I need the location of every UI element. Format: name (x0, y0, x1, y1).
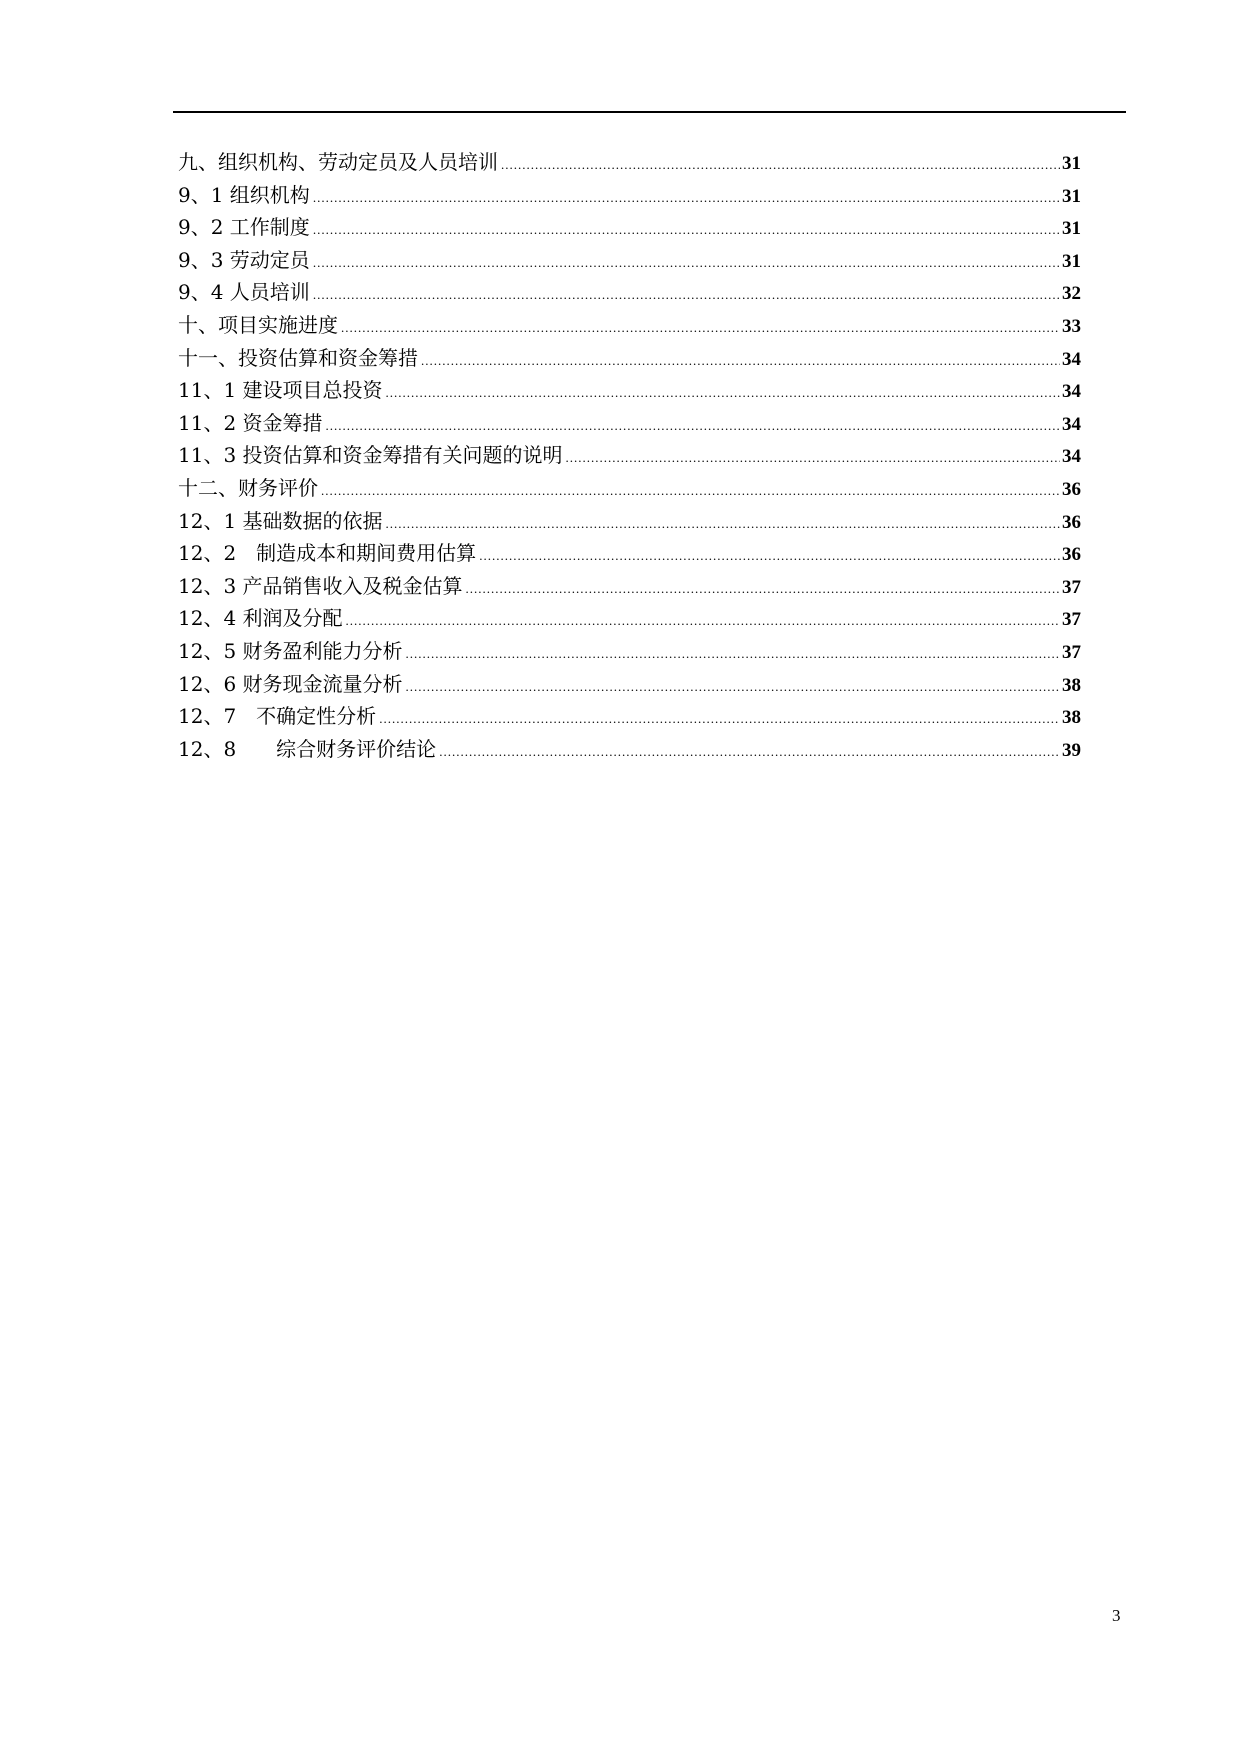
toc-entry[interactable] (178, 244, 1081, 277)
toc-entry-label: 12、3 产品销售收入及税金估算 (178, 573, 463, 598)
toc-entry-page: 32 (1062, 283, 1081, 305)
toc-entry-label: 12、1 基础数据的依据 (178, 508, 383, 533)
toc-entry-page: 36 (1062, 544, 1081, 566)
toc-entry[interactable] (178, 570, 1081, 603)
toc-entry[interactable] (178, 211, 1081, 244)
toc-leader-dots (313, 214, 1060, 247)
toc-leader-dots (479, 540, 1060, 573)
toc-entry-page: 39 (1062, 739, 1081, 761)
toc-entry[interactable] (178, 407, 1081, 440)
toc-entry[interactable] (178, 146, 1081, 179)
toc-entry-page: 37 (1062, 609, 1081, 631)
toc-entry[interactable] (178, 700, 1081, 733)
toc-entry-page: 31 (1062, 250, 1081, 272)
toc-entry-page: 36 (1062, 511, 1081, 533)
toc-leader-dots (313, 279, 1060, 312)
toc-entry-label: 11、1 建设项目总投资 (178, 378, 383, 403)
toc-leader-dots (406, 671, 1060, 704)
toc-entry[interactable] (178, 276, 1081, 309)
toc-leader-dots (379, 703, 1060, 736)
toc-entry[interactable] (178, 668, 1081, 701)
toc-leader-dots (326, 410, 1060, 443)
toc-entry[interactable] (178, 472, 1081, 505)
toc-entry-label: 11、2 资金筹措 (178, 410, 323, 435)
toc-entry-label: 11、3 投资估算和资金筹措有关问题的说明 (178, 443, 563, 468)
header-rule (173, 111, 1126, 113)
toc-entry-label: 12、2 制造成本和期间费用估算 (178, 541, 477, 566)
toc-entry-label: 9、2 工作制度 (178, 215, 310, 240)
toc-entry-page: 34 (1062, 348, 1081, 370)
toc-entry-label: 12、7 不确定性分析 (178, 704, 377, 729)
toc-entry-page: 38 (1062, 674, 1081, 696)
toc-entry-page: 38 (1062, 707, 1081, 729)
toc-entry[interactable] (178, 439, 1081, 472)
toc-entry-label: 9、4 人员培训 (178, 280, 310, 305)
toc-entry-label: 12、5 财务盈利能力分析 (178, 638, 403, 663)
toc-entry[interactable] (178, 602, 1081, 635)
toc-entry-page: 34 (1062, 381, 1081, 403)
toc-leader-dots (313, 247, 1060, 280)
toc-entry[interactable] (178, 505, 1081, 538)
toc-entry-page: 31 (1062, 153, 1081, 174)
toc-entry[interactable] (178, 342, 1081, 375)
page-number: 3 (1112, 1606, 1121, 1625)
toc-entry[interactable] (178, 635, 1081, 668)
toc-entry-label: 9、1 组织机构 (178, 182, 310, 207)
toc-entry[interactable] (178, 537, 1081, 570)
toc-entry[interactable] (178, 179, 1081, 212)
toc-leader-dots (406, 638, 1060, 671)
toc-leader-dots (501, 149, 1060, 182)
table-of-contents (178, 146, 1081, 765)
toc-entry-label: 12、4 利润及分配 (178, 606, 343, 631)
toc-entry-page: 37 (1062, 576, 1081, 598)
toc-leader-dots (566, 442, 1060, 475)
toc-leader-dots (386, 508, 1060, 541)
toc-entry-page: 34 (1062, 446, 1081, 468)
toc-leader-dots (341, 312, 1060, 345)
toc-leader-dots (313, 182, 1060, 215)
toc-leader-dots (466, 573, 1060, 606)
toc-entry[interactable] (178, 374, 1081, 407)
toc-entry-page: 36 (1062, 478, 1081, 500)
toc-leader-dots (321, 475, 1060, 508)
toc-entry[interactable] (178, 309, 1081, 342)
toc-entry-label: 十一、投资估算和资金筹措 (178, 345, 418, 370)
toc-entry-label: 十、项目实施进度 (178, 312, 338, 337)
toc-leader-dots (346, 605, 1060, 638)
toc-entry-label: 九、组织机构、劳动定员及人员培训 (178, 150, 498, 174)
toc-leader-dots (439, 736, 1060, 769)
toc-entry-page: 37 (1062, 641, 1081, 663)
toc-entry-label: 12、6 财务现金流量分析 (178, 671, 403, 696)
toc-entry-label: 十二、财务评价 (178, 475, 318, 500)
toc-entry[interactable] (178, 733, 1081, 766)
toc-entry-page: 33 (1062, 315, 1081, 337)
toc-entry-page: 31 (1062, 185, 1081, 207)
toc-leader-dots (386, 377, 1060, 410)
toc-entry-page: 31 (1062, 218, 1081, 240)
toc-leader-dots (421, 345, 1060, 378)
toc-entry-label: 12、8 综合财务评价结论 (178, 736, 437, 761)
toc-entry-page: 34 (1062, 413, 1081, 435)
toc-entry-label: 9、3 劳动定员 (178, 247, 310, 272)
